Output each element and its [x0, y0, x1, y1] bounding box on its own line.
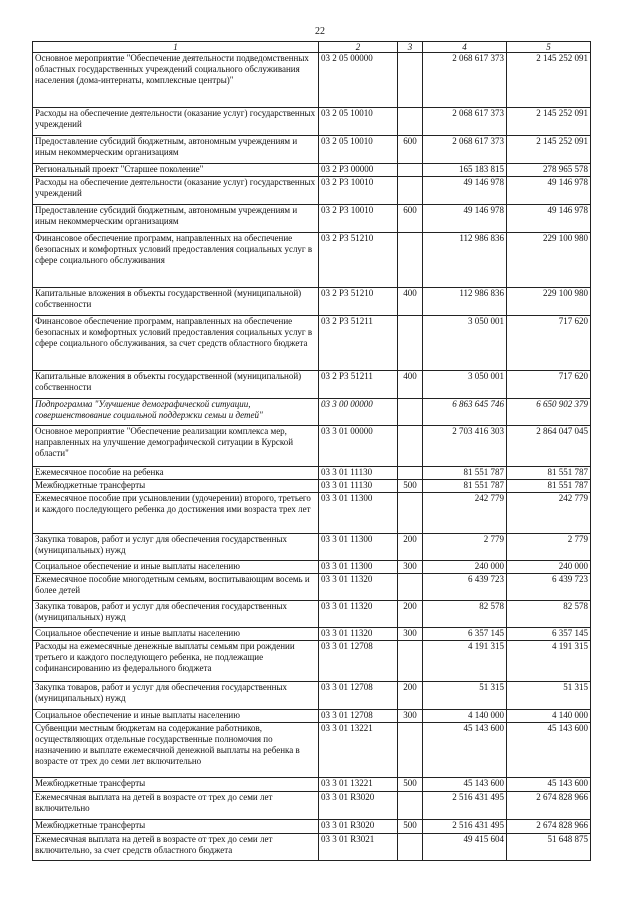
row-name: Ежемесячное пособие многодетным семьям, воспитывающим восемь и более детей — [33, 574, 319, 601]
row-expense-type: 300 — [398, 710, 423, 723]
table-header-row — [33, 42, 591, 53]
row-expense-type — [398, 53, 423, 108]
row-amount-col4: 4 191 315 — [423, 641, 507, 682]
row-amount-col5: 45 143 600 — [507, 778, 591, 792]
row-amount-col4: 2 703 416 303 — [423, 426, 507, 467]
table-row — [33, 177, 591, 205]
row-amount-col5: 81 551 787 — [507, 480, 591, 493]
row-name: Региональный проект "Старшее поколение" — [33, 164, 319, 177]
row-amount-col4: 51 315 — [423, 682, 507, 710]
row-code: 03 3 01 12708 — [319, 682, 398, 710]
row-amount-col4: 2 068 617 373 — [423, 136, 507, 164]
row-amount-col4: 2 779 — [423, 534, 507, 561]
row-code: 03 2 P3 51210 — [319, 288, 398, 316]
row-name: Расходы на ежемесячные денежные выплаты семьям при рождении третьего и каждого последующего ребенка, не подлежащие софинансированию из федерального бюджета — [33, 641, 319, 682]
row-amount-col5: 242 779 — [507, 493, 591, 534]
row-expense-type — [398, 723, 423, 778]
row-amount-col5: 717 620 — [507, 316, 591, 371]
table-row — [33, 136, 591, 164]
row-code: 03 3 01 12708 — [319, 641, 398, 682]
row-amount-col4: 82 578 — [423, 601, 507, 628]
column-header: 1 — [33, 42, 319, 53]
row-code: 03 3 01 R3020 — [319, 820, 398, 834]
row-code: 03 3 01 12708 — [319, 710, 398, 723]
row-name: Ежемесячное пособие на ребенка — [33, 467, 319, 480]
row-amount-col4: 2 516 431 495 — [423, 792, 507, 820]
row-expense-type — [398, 164, 423, 177]
row-code: 03 2 05 10010 — [319, 108, 398, 136]
table-row — [33, 53, 591, 108]
row-expense-type — [398, 834, 423, 861]
row-amount-col5: 2 864 047 045 — [507, 426, 591, 467]
row-amount-col5: 6 650 902 379 — [507, 399, 591, 426]
row-name: Закупка товаров, работ и услуг для обеспечения государственных (муниципальных) нужд — [33, 534, 319, 561]
table-row — [33, 480, 591, 493]
row-amount-col4: 240 000 — [423, 561, 507, 574]
row-code: 03 3 01 R3021 — [319, 834, 398, 861]
row-expense-type: 200 — [398, 682, 423, 710]
row-name: Основное мероприятие "Обеспечение реализации комплекса мер, направленных на улучшение демографической ситуации в Курской области" — [33, 426, 319, 467]
row-name: Предоставление субсидий бюджетным, автономным учреждениям и иным некоммерческим организациям — [33, 136, 319, 164]
column-header: 5 — [507, 42, 591, 53]
row-code: 03 2 P3 51211 — [319, 316, 398, 371]
row-amount-col4: 112 986 836 — [423, 288, 507, 316]
row-amount-col4: 242 779 — [423, 493, 507, 534]
row-amount-col5: 82 578 — [507, 601, 591, 628]
row-amount-col4: 112 986 836 — [423, 233, 507, 288]
row-code: 03 2 05 00000 — [319, 53, 398, 108]
row-code: 03 3 01 13221 — [319, 778, 398, 792]
column-header: 3 — [398, 42, 423, 53]
table-row — [33, 682, 591, 710]
row-expense-type: 500 — [398, 778, 423, 792]
row-amount-col5: 2 145 252 091 — [507, 53, 591, 108]
row-name: Социальное обеспечение и иные выплаты населению — [33, 561, 319, 574]
table-row — [33, 820, 591, 834]
row-name: Основное мероприятие "Обеспечение деятельности подведомственных областных государственных учреждений социального обслуживания населения (дома-интернаты, комплексные центры)" — [33, 53, 319, 108]
row-amount-col5: 49 146 978 — [507, 177, 591, 205]
page-number: 22 — [315, 26, 325, 37]
row-code: 03 3 00 00000 — [319, 399, 398, 426]
row-code: 03 3 01 11320 — [319, 628, 398, 641]
row-expense-type — [398, 233, 423, 288]
row-code: 03 3 01 11320 — [319, 574, 398, 601]
row-code: 03 2 P3 10010 — [319, 205, 398, 233]
row-name: Предоставление субсидий бюджетным, автономным учреждениям и иным некоммерческим организациям — [33, 205, 319, 233]
row-amount-col4: 81 551 787 — [423, 467, 507, 480]
row-code: 03 3 01 11130 — [319, 467, 398, 480]
row-expense-type: 600 — [398, 136, 423, 164]
budget-table — [32, 41, 591, 861]
row-expense-type: 500 — [398, 480, 423, 493]
table-row — [33, 723, 591, 778]
row-amount-col5: 240 000 — [507, 561, 591, 574]
row-code: 03 3 01 11300 — [319, 493, 398, 534]
row-amount-col4: 45 143 600 — [423, 723, 507, 778]
row-expense-type — [398, 108, 423, 136]
row-amount-col4: 165 183 815 — [423, 164, 507, 177]
table-row — [33, 164, 591, 177]
row-name: Финансовое обеспечение программ, направленных на обеспечение безопасных и комфортных условий предоставления социальных услуг в сфере социального обслуживания — [33, 233, 319, 288]
row-name: Межбюджетные трансферты — [33, 778, 319, 792]
row-amount-col4: 2 068 617 373 — [423, 108, 507, 136]
row-code: 03 2 P3 10010 — [319, 177, 398, 205]
row-name: Подпрограмма "Улучшение демографической ситуации, совершенствование социальной поддержки семьи и детей" — [33, 399, 319, 426]
row-amount-col5: 49 146 978 — [507, 205, 591, 233]
row-name: Межбюджетные трансферты — [33, 820, 319, 834]
row-amount-col5: 2 779 — [507, 534, 591, 561]
table-row — [33, 574, 591, 601]
row-expense-type — [398, 467, 423, 480]
row-amount-col4: 2 068 617 373 — [423, 53, 507, 108]
row-code: 03 3 01 13221 — [319, 723, 398, 778]
table-row — [33, 205, 591, 233]
table-row — [33, 108, 591, 136]
row-amount-col5: 4 140 000 — [507, 710, 591, 723]
row-amount-col4: 49 146 978 — [423, 205, 507, 233]
table-row — [33, 601, 591, 628]
row-code: 03 2 P3 00000 — [319, 164, 398, 177]
row-code: 03 3 01 R3020 — [319, 792, 398, 820]
column-header: 2 — [319, 42, 398, 53]
row-amount-col5: 2 145 252 091 — [507, 108, 591, 136]
row-expense-type — [398, 641, 423, 682]
row-amount-col4: 81 551 787 — [423, 480, 507, 493]
table-row — [33, 834, 591, 861]
row-expense-type: 200 — [398, 534, 423, 561]
table-body — [33, 53, 591, 861]
row-expense-type — [398, 792, 423, 820]
row-name: Закупка товаров, работ и услуг для обеспечения государственных (муниципальных) нужд — [33, 682, 319, 710]
row-amount-col5: 278 965 578 — [507, 164, 591, 177]
row-amount-col5: 717 620 — [507, 371, 591, 399]
row-expense-type: 600 — [398, 205, 423, 233]
table-row — [33, 467, 591, 480]
row-amount-col5: 2 145 252 091 — [507, 136, 591, 164]
row-amount-col5: 51 648 875 — [507, 834, 591, 861]
row-amount-col4: 3 050 001 — [423, 316, 507, 371]
table-row — [33, 628, 591, 641]
table-row — [33, 792, 591, 820]
row-expense-type — [398, 399, 423, 426]
table-row — [33, 426, 591, 467]
column-header: 4 — [423, 42, 507, 53]
row-code: 03 2 P3 51211 — [319, 371, 398, 399]
row-expense-type: 400 — [398, 371, 423, 399]
row-expense-type — [398, 316, 423, 371]
row-amount-col4: 6 357 145 — [423, 628, 507, 641]
row-code: 03 3 01 11130 — [319, 480, 398, 493]
row-amount-col4: 2 516 431 495 — [423, 820, 507, 834]
row-amount-col4: 6 439 723 — [423, 574, 507, 601]
row-amount-col5: 2 674 828 966 — [507, 820, 591, 834]
row-name: Ежемесячная выплата на детей в возрасте от трех до семи лет включительно, за счет средств областного бюджета — [33, 834, 319, 861]
row-amount-col5: 229 100 980 — [507, 288, 591, 316]
row-code: 03 3 01 11300 — [319, 561, 398, 574]
row-amount-col5: 51 315 — [507, 682, 591, 710]
row-expense-type — [398, 574, 423, 601]
row-name: Закупка товаров, работ и услуг для обеспечения государственных (муниципальных) нужд — [33, 601, 319, 628]
row-name: Финансовое обеспечение программ, направленных на обеспечение безопасных и комфортных условий предоставления социальных услуг в сфере социального обслуживания, за счет средств областного бюджета — [33, 316, 319, 371]
table-row — [33, 561, 591, 574]
row-amount-col5: 6 357 145 — [507, 628, 591, 641]
row-amount-col4: 6 863 645 746 — [423, 399, 507, 426]
table-row — [33, 288, 591, 316]
row-amount-col4: 4 140 000 — [423, 710, 507, 723]
row-amount-col5: 2 674 828 966 — [507, 792, 591, 820]
row-name: Расходы на обеспечение деятельности (оказание услуг) государственных учреждений — [33, 108, 319, 136]
row-expense-type: 400 — [398, 288, 423, 316]
table-row — [33, 710, 591, 723]
table-row — [33, 778, 591, 792]
row-code: 03 3 01 11300 — [319, 534, 398, 561]
row-amount-col5: 6 439 723 — [507, 574, 591, 601]
row-name: Ежемесячное пособие при усыновлении (удочерении) второго, третьего и каждого последующего ребенка до достижения ими возраста трех лет — [33, 493, 319, 534]
row-expense-type — [398, 426, 423, 467]
row-amount-col4: 49 146 978 — [423, 177, 507, 205]
row-amount-col4: 49 415 604 — [423, 834, 507, 861]
row-code: 03 2 P3 51210 — [319, 233, 398, 288]
row-amount-col5: 45 143 600 — [507, 723, 591, 778]
row-code: 03 2 05 10010 — [319, 136, 398, 164]
row-amount-col4: 3 050 001 — [423, 371, 507, 399]
row-expense-type — [398, 493, 423, 534]
table-row — [33, 493, 591, 534]
row-expense-type: 300 — [398, 561, 423, 574]
row-expense-type: 300 — [398, 628, 423, 641]
table-row — [33, 641, 591, 682]
row-name: Социальное обеспечение и иные выплаты населению — [33, 710, 319, 723]
row-amount-col5: 81 551 787 — [507, 467, 591, 480]
row-name: Социальное обеспечение и иные выплаты населению — [33, 628, 319, 641]
table-row — [33, 233, 591, 288]
table-row — [33, 399, 591, 426]
row-expense-type — [398, 177, 423, 205]
row-name: Расходы на обеспечение деятельности (оказание услуг) государственных учреждений — [33, 177, 319, 205]
row-name: Капитальные вложения в объекты государственной (муниципальной) собственности — [33, 371, 319, 399]
table-row — [33, 371, 591, 399]
row-name: Межбюджетные трансферты — [33, 480, 319, 493]
row-expense-type: 500 — [398, 820, 423, 834]
row-name: Ежемесячная выплата на детей в возрасте от трех до семи лет включительно — [33, 792, 319, 820]
table-row — [33, 316, 591, 371]
table-row — [33, 534, 591, 561]
row-expense-type: 200 — [398, 601, 423, 628]
row-amount-col5: 4 191 315 — [507, 641, 591, 682]
row-amount-col5: 229 100 980 — [507, 233, 591, 288]
row-code: 03 3 01 00000 — [319, 426, 398, 467]
row-name: Субвенции местным бюджетам на содержание работников, осуществляющих отдельные государственные полномочия по назначению и выплате ежемесячной денежной выплаты на ребенка в возрасте от трех до семи лет включительно — [33, 723, 319, 778]
row-code: 03 3 01 11320 — [319, 601, 398, 628]
row-name: Капитальные вложения в объекты государственной (муниципальной) собственности — [33, 288, 319, 316]
row-amount-col4: 45 143 600 — [423, 778, 507, 792]
